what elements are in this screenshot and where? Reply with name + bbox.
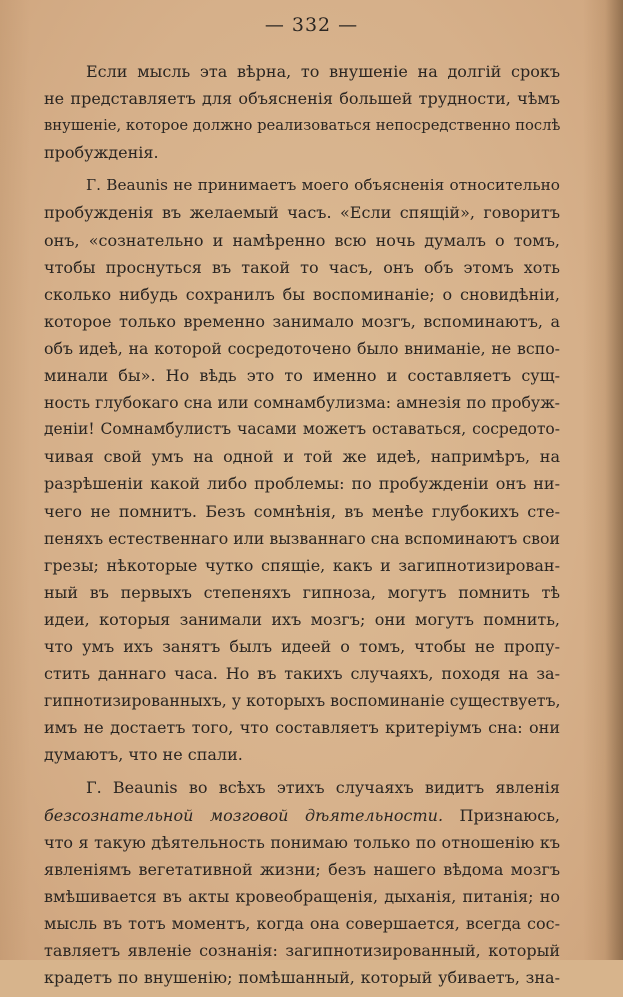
paragraph-1 [44,58,560,166]
text-line: имъ не достаетъ того, что составляетъ критеріумъ сна: они [44,718,560,738]
text-line: Если мысль эта вѣрна, то внушеніе на долгій срокъ [86,62,560,81]
text-line: минали бы». Но вѣдь это то именно и составляетъ сущ- [44,366,560,386]
emphasized-phrase: безсознательной мозговой дѣятельности. [44,805,444,825]
text-line: вмѣшивается въ акты кровеобращенія, дыханія, питанія; но [44,886,560,906]
text-line: пеняхъ естественнаго или вызваннаго сна вспоминаютъ свои [44,528,560,548]
text-line: гипнотизированныхъ, у которыхъ воспоминаніе существуетъ, [44,691,561,711]
text-line: тавляетъ явленіе сознанія: загипнотизированный, который [44,941,560,960]
text-line: явленіямъ вегетативной жизни; безъ нашего вѣдома мозгъ [44,859,560,879]
text-line: ность глубокаго сна или сомнамбулизма: амнезія по пробуж- [44,393,560,413]
text-line: ный въ первыхъ степеняхъ гипноза, могутъ помнить тѣ [44,582,560,602]
text-line: Г. Beaunis не принимаетъ моего объясненія относительно [86,176,560,195]
text-line: которое только временно занимало мозгъ, вспоминаютъ, а [44,311,560,331]
text-line: безсознательной мозговой дѣятельности. Признаюсь, [44,805,560,825]
text-line: чивая свой умъ на одной и той же идеѣ, напримѣръ, на [44,447,560,467]
text-line: что я такую дѣятельность понимаю только по отношенію къ [44,832,560,852]
text-line: чего не помнитъ. Безъ сомнѣнія, въ менѣе глубокихъ сте- [44,501,560,521]
text-line: Г. Beaunis во всѣхъ этихъ случаяхъ видитъ явленія [86,778,560,798]
text-line: что умъ ихъ занятъ былъ идеей о томъ, чтобы не пропу- [44,636,560,656]
text-line: пробужденія въ желаемый часъ. «Если спящій», говоритъ [44,203,560,223]
paragraph-2 [44,172,560,768]
text-line: объ идеѣ, на которой сосредоточено было вниманіе, не вспо- [44,338,560,358]
text-line: сколько нибудь сохранилъ бы воспоминаніе; о сновидѣніи, [44,284,560,304]
text-line: стить даннаго часа. Но въ такихъ случаяхъ, походя на за- [44,664,560,684]
text-line: онъ, «сознательно и намѣренно всю ночь думалъ о томъ, [44,230,560,250]
text-line: чтобы проснуться въ такой то часъ, онъ объ этомъ хоть [44,257,560,277]
text-line: внушеніе, которое должно реализоваться непосредственно послѣ [44,117,561,135]
paragraph-3 [44,774,560,991]
text-line: грезы; нѣкоторые чутко спящіе, какъ и загипнотизирован- [44,555,560,575]
text-line: не представляетъ для объясненія большей трудности, чѣмъ [44,89,560,109]
text-line: пробужденія. [44,143,159,163]
text-line: мысль въ тотъ моментъ, когда она совершается, всегда сос- [44,913,560,933]
page-number: — 332 — [264,14,359,36]
text-line: крадетъ по внушенію; помѣшанный, который убиваетъ, зна- [44,968,560,988]
text-line: деніи! Сомнамбулистъ часами можетъ оставаться, сосредото- [44,420,560,439]
text-body [44,58,560,997]
text-line: разрѣшеніи какой либо проблемы: по пробужденіи онъ ни- [44,474,560,494]
text-line: идеи, которыя занимали ихъ мозгъ; они могутъ помнить, [44,609,560,629]
text-line: думаютъ, что не спали. [44,745,243,765]
